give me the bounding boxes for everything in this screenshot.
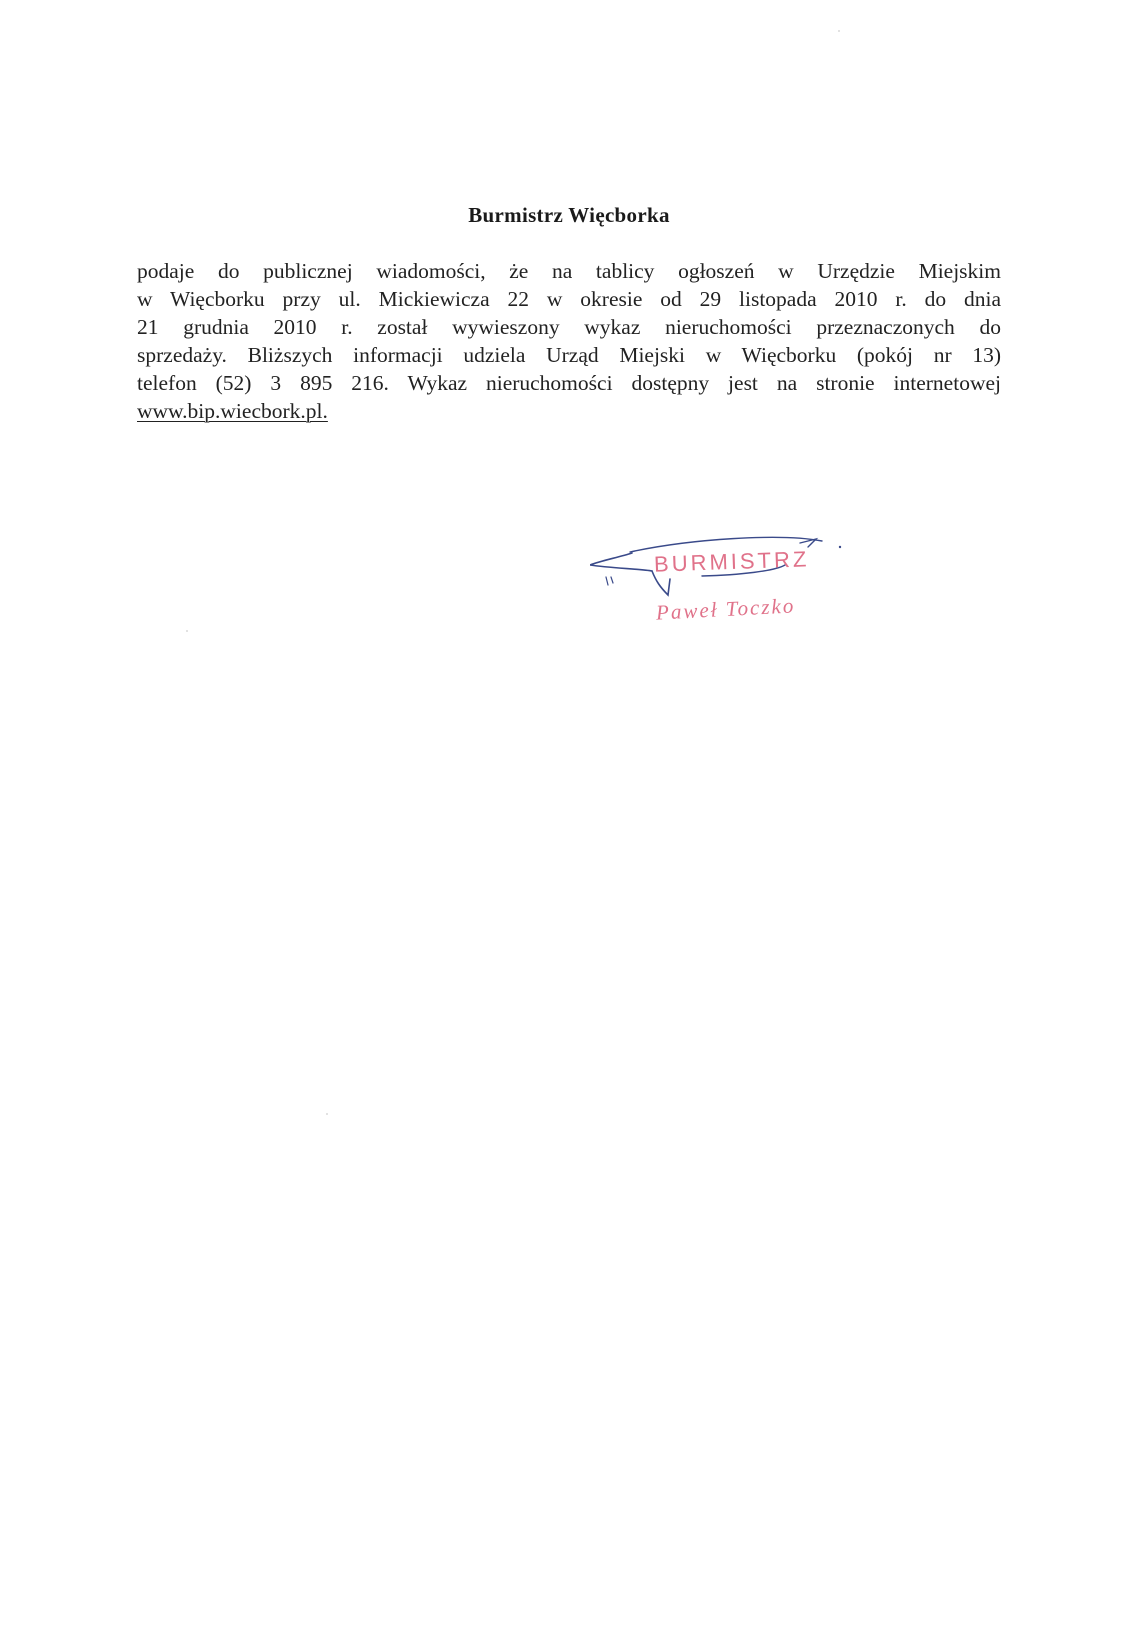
mayor-stamp-signature [590,535,890,645]
body-line-6 [137,397,1001,425]
body-line-2: w Więcborku przy ul. Mickiewicza 22 w okresie od 29 listopada 2010 r. do dnia [137,287,1001,311]
stamp-title: BURMISTRZ [653,546,810,577]
scan-speck [838,30,840,32]
announcement-body [137,257,1001,425]
bip-website-link[interactable]: www.bip.wiecbork.pl. [137,399,328,423]
body-line-1: podaje do publicznej wiadomości, że na tablicy ogłoszeń w Urzędzie Miejskim [137,259,1001,283]
body-line-5: telefon (52) 3 895 216. Wykaz nieruchomości dostępny jest na stronie internetowej [137,371,1001,395]
scan-speck [186,630,188,632]
document-title: Burmistrz Więcborka [468,203,670,227]
scan-speck [326,1113,328,1115]
stamp-name: Paweł Toczko [655,593,796,625]
body-line-3: 21 grudnia 2010 r. został wywieszony wykaz nieruchomości przeznaczonych do [137,315,1001,339]
body-line-4: sprzedaży. Bliższych informacji udziela Urząd Miejski w Więcborku (pokój nr 13) [137,343,1001,367]
